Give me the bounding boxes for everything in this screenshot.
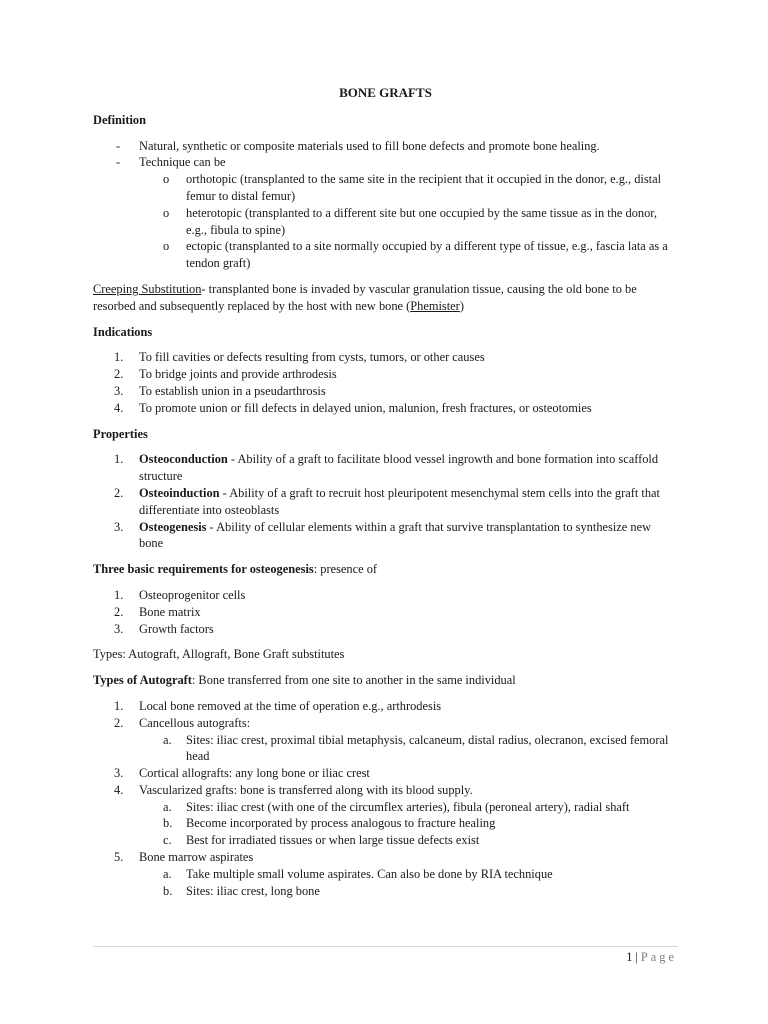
sublist (93, 732, 678, 766)
list-item-text: Cortical allografts: any long bone or iliac crest (139, 766, 370, 781)
autograft-heading (93, 672, 678, 689)
list-number: 4. (114, 400, 124, 415)
autograft-heading-rest: : Bone transferred from one site to another in the same individual (191, 673, 516, 688)
list-item (93, 765, 678, 782)
sublist-item (93, 883, 678, 900)
circle-bullet: o (163, 172, 170, 187)
list-number: 2. (114, 485, 124, 500)
list-number: 1. (114, 587, 124, 602)
list-item (93, 604, 678, 621)
list-number: 2. (114, 715, 124, 730)
sublist-item-text: Sites: iliac crest (with one of the circumflex arteries), fibula (peroneal artery), radial shaft (186, 799, 630, 814)
list-number: 3. (114, 383, 124, 398)
requirements-heading-bold: Three basic requirements for osteogenesis (93, 562, 314, 577)
sublist-item (93, 732, 678, 766)
list-item (93, 451, 678, 485)
footer-divider (93, 946, 678, 947)
list-item-text: Bone marrow aspirates (139, 850, 254, 865)
properties-list (93, 451, 678, 552)
list-item (93, 587, 678, 604)
list-item (93, 621, 678, 638)
list-number: 3. (114, 621, 124, 636)
property-description: - Ability of a graft to facilitate blood vessel ingrowth and bone formation into scaffold structure (139, 452, 659, 484)
sublist-letter: a. (163, 799, 172, 814)
list-item-text: To promote union or fill defects in delayed union, malunion, fresh fractures, or osteotomies (139, 400, 592, 415)
list-item (93, 154, 678, 272)
sublist-item-text: ectopic (transplanted to a site normally occupied by a different type of tissue, e.g., fascia lata as a tendon graft) (186, 239, 668, 271)
sublist-item (93, 866, 678, 883)
list-number: 1. (114, 350, 124, 365)
list-item (93, 366, 678, 383)
list-item-text: Osteoprogenitor cells (139, 587, 246, 602)
list-number: 1. (114, 452, 124, 467)
page-footer (626, 949, 677, 966)
list-number: 2. (114, 604, 124, 619)
autograft-list (93, 698, 678, 900)
list-item-text: Technique can be (139, 155, 226, 170)
creeping-substitution-term: Creeping Substitution (93, 281, 202, 296)
sublist-letter: b. (163, 883, 173, 898)
list-number: 3. (114, 519, 124, 534)
list-item-text: Growth factors (139, 621, 214, 636)
sublist-letter: a. (163, 866, 172, 881)
definition-heading: Definition (93, 112, 147, 127)
list-item-text: To bridge joints and provide arthrodesis (139, 367, 337, 382)
list-number: 5. (114, 850, 124, 865)
page-label: Page (640, 950, 677, 964)
list-item-text: To establish union in a pseudarthrosis (139, 383, 326, 398)
definition-list (93, 138, 678, 272)
sublist-item (93, 205, 678, 239)
list-item-text: Natural, synthetic or composite materials used to fill bone defects and promote bone healing. (139, 138, 600, 153)
sublist-item (93, 171, 678, 205)
list-number: 1. (114, 698, 124, 713)
sublist-item-text: orthotopic (transplanted to the same site in the recipient that it occupied in the donor, e.g., distal femur to distal femur) (186, 172, 662, 203)
dash-bullet: - (116, 138, 121, 153)
indications-heading: Indications (93, 324, 153, 339)
list-item (93, 400, 678, 417)
sublist-letter: c. (163, 833, 172, 848)
circle-bullet: o (163, 239, 170, 254)
dash-bullet: - (116, 155, 121, 170)
indications-list (93, 349, 678, 416)
requirements-list (93, 587, 678, 637)
sublist-item-text: Best for irradiated tissues or when large tissue defects exist (186, 833, 480, 848)
sublist (93, 799, 678, 849)
list-number: 2. (114, 367, 124, 382)
list-item-text: Bone matrix (139, 604, 201, 619)
sublist-item (93, 238, 678, 272)
list-number: 3. (114, 766, 124, 781)
sublist-item (93, 832, 678, 849)
list-item (93, 715, 678, 765)
list-number: 4. (114, 782, 124, 797)
creeping-substitution-text: - transplanted bone is invaded by vascular granulation tissue, causing the old bone to be resorbed and subsequently replaced by the host with new bone ( (93, 281, 637, 313)
sublist-item-text: Sites: iliac crest, proximal tibial metaphysis, calcaneum, distal radius, olecranon, excised femoral head (186, 732, 669, 764)
property-description: - Ability of cellular elements within a graft that survive transplantation to synthesize new bone (139, 519, 652, 551)
property-term: Osteogenesis (139, 519, 207, 534)
sublist-item-text: Become incorporated by process analogous to fracture healing (186, 816, 496, 831)
sublist-item-text: Take multiple small volume aspirates. Can also be done by RIA technique (186, 866, 553, 881)
creeping-substitution-paragraph (93, 281, 678, 315)
list-item (93, 698, 678, 715)
list-item-text: To fill cavities or defects resulting from cysts, tumors, or other causes (139, 350, 485, 365)
autograft-heading-bold: Types of Autograft (93, 673, 192, 688)
document-title: BONE GRAFTS (339, 85, 432, 100)
footer-separator: | (635, 950, 638, 964)
list-item (93, 383, 678, 400)
list-item (93, 849, 678, 899)
list-item-text: Vascularized grafts: bone is transferred along with its blood supply. (139, 782, 473, 797)
sublist (93, 866, 678, 900)
sublist-item (93, 799, 678, 816)
circle-bullet: o (163, 205, 170, 220)
requirements-heading-rest: : presence of (313, 562, 378, 577)
list-item-text: Local bone removed at the time of operation e.g., arthrodesis (139, 698, 442, 713)
sublist-item (93, 815, 678, 832)
properties-heading: Properties (93, 426, 148, 441)
list-item (93, 485, 678, 519)
list-item (93, 349, 678, 366)
list-item-text: Cancellous autografts: (139, 715, 251, 730)
types-line: Types: Autograft, Allograft, Bone Graft substitutes (93, 647, 345, 662)
list-item (93, 138, 678, 155)
closing-paren: ) (459, 298, 464, 313)
sublist-letter: b. (163, 816, 173, 831)
technique-sublist (93, 171, 678, 272)
phemister-name: Phemister (410, 298, 460, 313)
sublist-letter: a. (163, 732, 172, 747)
page-number: 1 (626, 950, 633, 964)
property-description: - Ability of a graft to recruit host pleuripotent mesenchymal stem cells into the graft that differentiate into osteoblasts (139, 485, 660, 517)
sublist-item-text: Sites: iliac crest, long bone (186, 883, 320, 898)
list-item (93, 519, 678, 553)
sublist-item-text: heterotopic (transplanted to a different site but one occupied by the same tissue as in the donor, e.g., fibula to spine) (186, 205, 658, 237)
page-content (93, 85, 678, 908)
property-term: Osteoconduction (139, 452, 228, 467)
requirements-heading (93, 561, 678, 578)
list-item (93, 782, 678, 849)
property-term: Osteoinduction (139, 485, 220, 500)
